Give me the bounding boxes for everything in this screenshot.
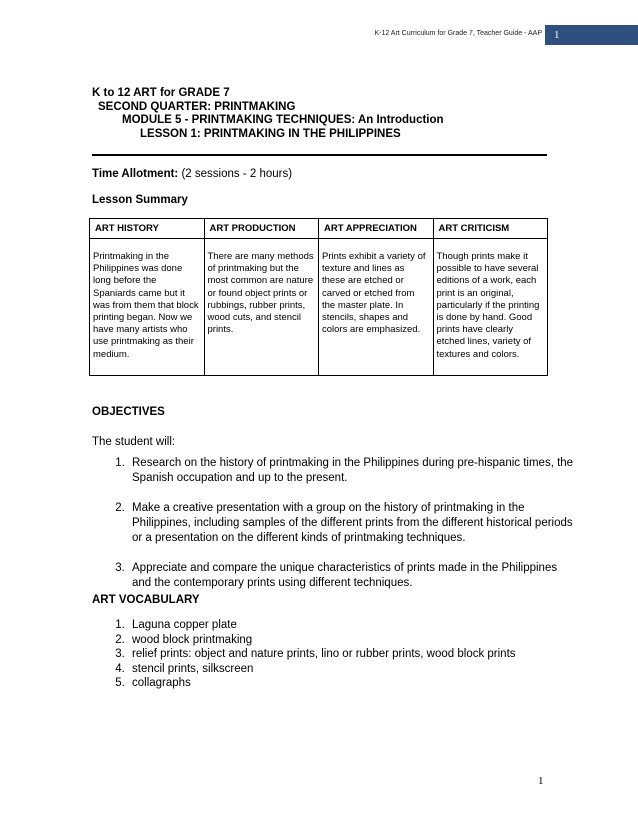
time-allotment xyxy=(92,168,292,180)
vocabulary-list xyxy=(92,618,578,691)
time-allotment-value: (2 sessions - 2 hours) xyxy=(181,168,293,180)
objectives-intro: The student will: xyxy=(92,436,176,448)
column-header-art-criticism: ART CRITICISM xyxy=(433,219,548,239)
page-number-badge: 1 xyxy=(545,25,638,45)
vocabulary-heading: ART VOCABULARY xyxy=(92,594,200,606)
list-item: 2. Make a creative presentation with a group on the history of printmaking in the Philippines, including samples of the different prints from the different historical periods or a presentation on the different kinds of printmaking techniques. xyxy=(128,501,578,546)
column-header-art-appreciation: ART APPRECIATION xyxy=(319,219,434,239)
objectives-heading: OBJECTIVES xyxy=(92,406,165,418)
lesson-summary-title: Lesson Summary xyxy=(92,194,188,206)
cell-art-history: Printmaking in the Philippines was done long before the Spaniards came but it was from them that block printing began. Now we have many artists who use printmaking as their medium. xyxy=(90,239,205,376)
objectives-list xyxy=(92,456,578,606)
list-item: 1. Research on the history of printmaking in the Philippines during pre-hispanic times, the Spanish occupation and up to the present. xyxy=(128,456,578,486)
column-header-art-history: ART HISTORY xyxy=(90,219,205,239)
module-title: MODULE 5 - PRINTMAKING TECHNIQUES: An Introduction xyxy=(122,114,444,126)
cell-art-production: There are many methods of printmaking but the most common are nature or found object prints or rubbings, rubber prints, wood cuts, and stencil prints. xyxy=(204,239,319,376)
list-item: 2. wood block printmaking xyxy=(128,633,578,648)
list-item: 3. Appreciate and compare the unique characteristics of prints made in the Philippines and the contemporary prints using different techniques. xyxy=(128,561,578,591)
cell-art-appreciation: Prints exhibit a variety of texture and lines as these are etched or carved or etched from the master plate. In stencils, shapes and colors are emphasized. xyxy=(319,239,434,376)
time-allotment-label: Time Allotment: xyxy=(92,168,179,180)
list-item: 3. relief prints: object and nature prints, lino or rubber prints, wood block prints xyxy=(128,647,578,662)
footer-page-number: 1 xyxy=(538,775,544,787)
cell-art-criticism: Though prints make it possible to have several editions of a work, each print is an original, particularly if the printing is done by hand. Good prints have clearly etched lines, variety of textures and colors. xyxy=(433,239,548,376)
table-header-row xyxy=(90,219,548,239)
lesson-title-block xyxy=(92,87,444,141)
lesson-summary-table xyxy=(89,218,548,376)
grade-title: K to 12 ART for GRADE 7 xyxy=(92,87,230,99)
list-item: 1. Laguna copper plate xyxy=(128,618,578,633)
lesson-title: LESSON 1: PRINTMAKING IN THE PHILIPPINES xyxy=(140,127,401,140)
running-header: K-12 Art Curriculum for Grade 7, Teacher Guide - AAP xyxy=(374,30,542,37)
list-item: 4. stencil prints, silkscreen xyxy=(128,662,578,677)
list-item: 5. collagraphs xyxy=(128,676,578,691)
quarter-title: SECOND QUARTER: PRINTMAKING xyxy=(98,100,296,113)
table-row xyxy=(90,239,548,376)
column-header-art-production: ART PRODUCTION xyxy=(204,219,319,239)
title-divider xyxy=(92,154,547,156)
